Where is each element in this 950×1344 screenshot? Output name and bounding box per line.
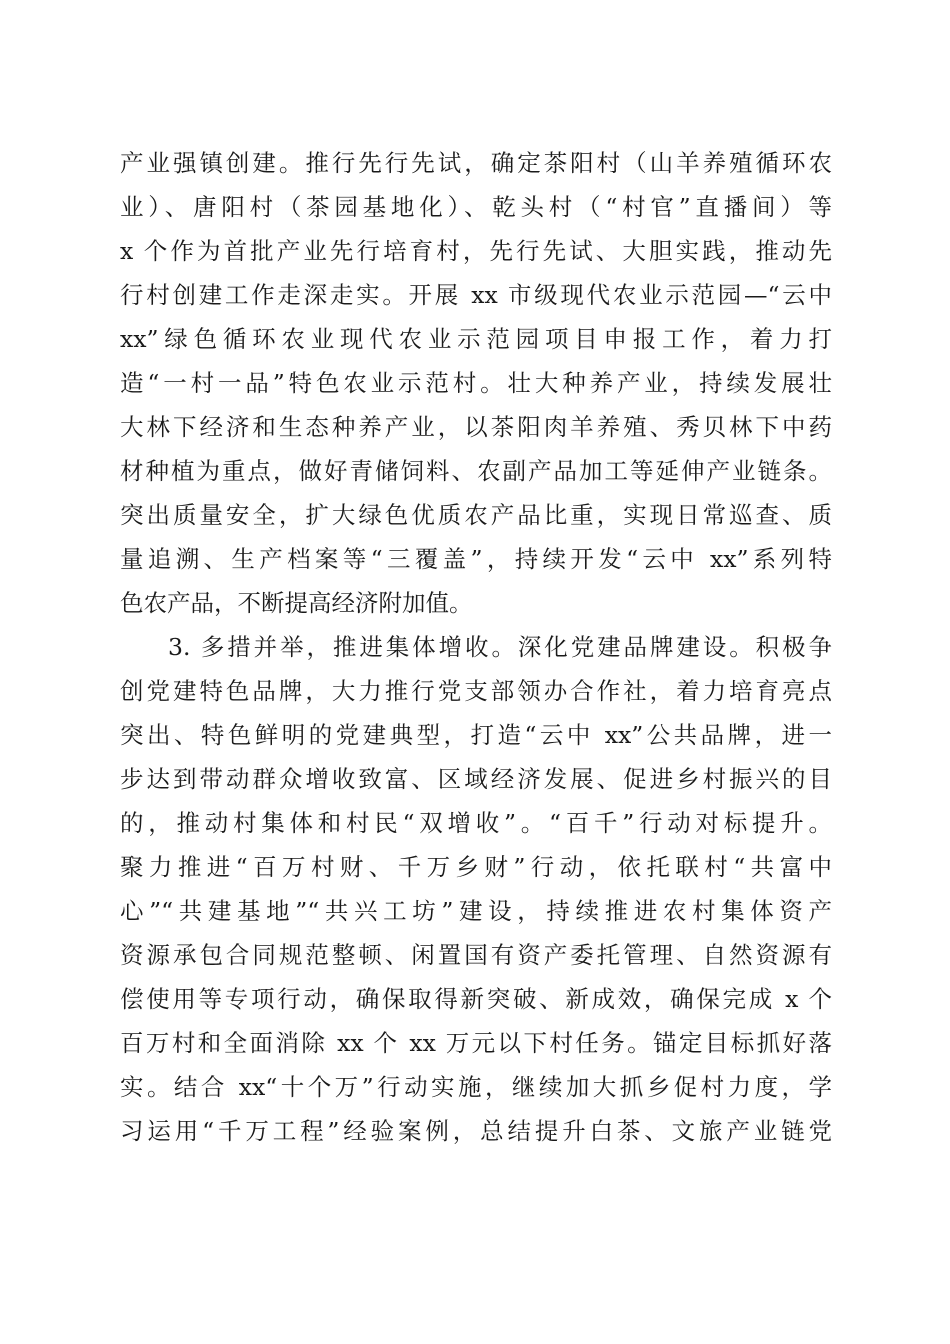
text-line: x 个作为首批产业先行培育村，先行先试、大胆实践，推动先 xyxy=(120,237,832,265)
text-line: 行村创建工作走深走实。开展 xx 市级现代农业示范园—“云中 xyxy=(120,281,832,309)
paragraph-heading-line: 3. 多措并举，推进集体增收。深化党建品牌建设。积极争 xyxy=(168,633,832,661)
body-text xyxy=(120,141,832,1153)
text-line: 聚力推进“百万村财、千万乡财”行动，依托联村“共富中 xyxy=(120,853,832,881)
text-line: 创党建特色品牌，大力推行党支部领办合作社，着力培育亮点 xyxy=(120,677,832,705)
text-line: 心”“共建基地”“共兴工坊”建设，持续推进农村集体资产 xyxy=(120,897,832,925)
text-line: 造“一村一品”特色农业示范村。壮大种养产业，持续发展壮 xyxy=(120,369,832,397)
text-line: 产业强镇创建。推行先行先试，确定茶阳村（山羊养殖循环农 xyxy=(120,149,832,177)
text-line: 量追溯、生产档案等“三覆盖”，持续开发“云中 xx”系列特 xyxy=(120,545,833,573)
text-line: 材种植为重点，做好青储饲料、农副产品加工等延伸产业链条。 xyxy=(120,457,832,485)
text-line: 步达到带动群众增收致富、区域经济发展、促进乡村振兴的目 xyxy=(120,765,832,793)
text-line: 业）、唐阳村（茶园基地化）、乾头村（“村官”直播间）等 xyxy=(120,193,832,221)
text-line: 突出、特色鲜明的党建典型，打造“云中 xx”公共品牌，进一 xyxy=(120,721,832,749)
text-line: 资源承包合同规范整顿、闲置国有资产委托管理、自然资源有 xyxy=(120,941,832,969)
text-line: 的，推动村集体和村民“双增收”。“百千”行动对标提升。 xyxy=(120,809,832,837)
text-line: 实。结合 xx“十个万”行动实施，继续加大抓乡促村力度，学 xyxy=(120,1073,832,1101)
text-line: 习运用“千万工程”经验案例，总结提升白茶、文旅产业链党 xyxy=(120,1117,832,1145)
text-line: 突出质量安全，扩大绿色优质农产品比重，实现日常巡查、质 xyxy=(120,501,832,529)
text-line: 百万村和全面消除 xx 个 xx 万元以下村任务。锚定目标抓好落 xyxy=(120,1029,832,1057)
text-line: xx”绿色循环农业现代农业示范园项目申报工作，着力打 xyxy=(120,325,832,353)
text-line: 色农产品，不断提高经济附加值。 xyxy=(120,589,473,617)
text-line: 大林下经济和生态种养产业，以茶阳肉羊养殖、秀贝林下中药 xyxy=(120,413,832,441)
text-line: 偿使用等专项行动，确保取得新突破、新成效，确保完成 x 个 xyxy=(120,985,832,1013)
